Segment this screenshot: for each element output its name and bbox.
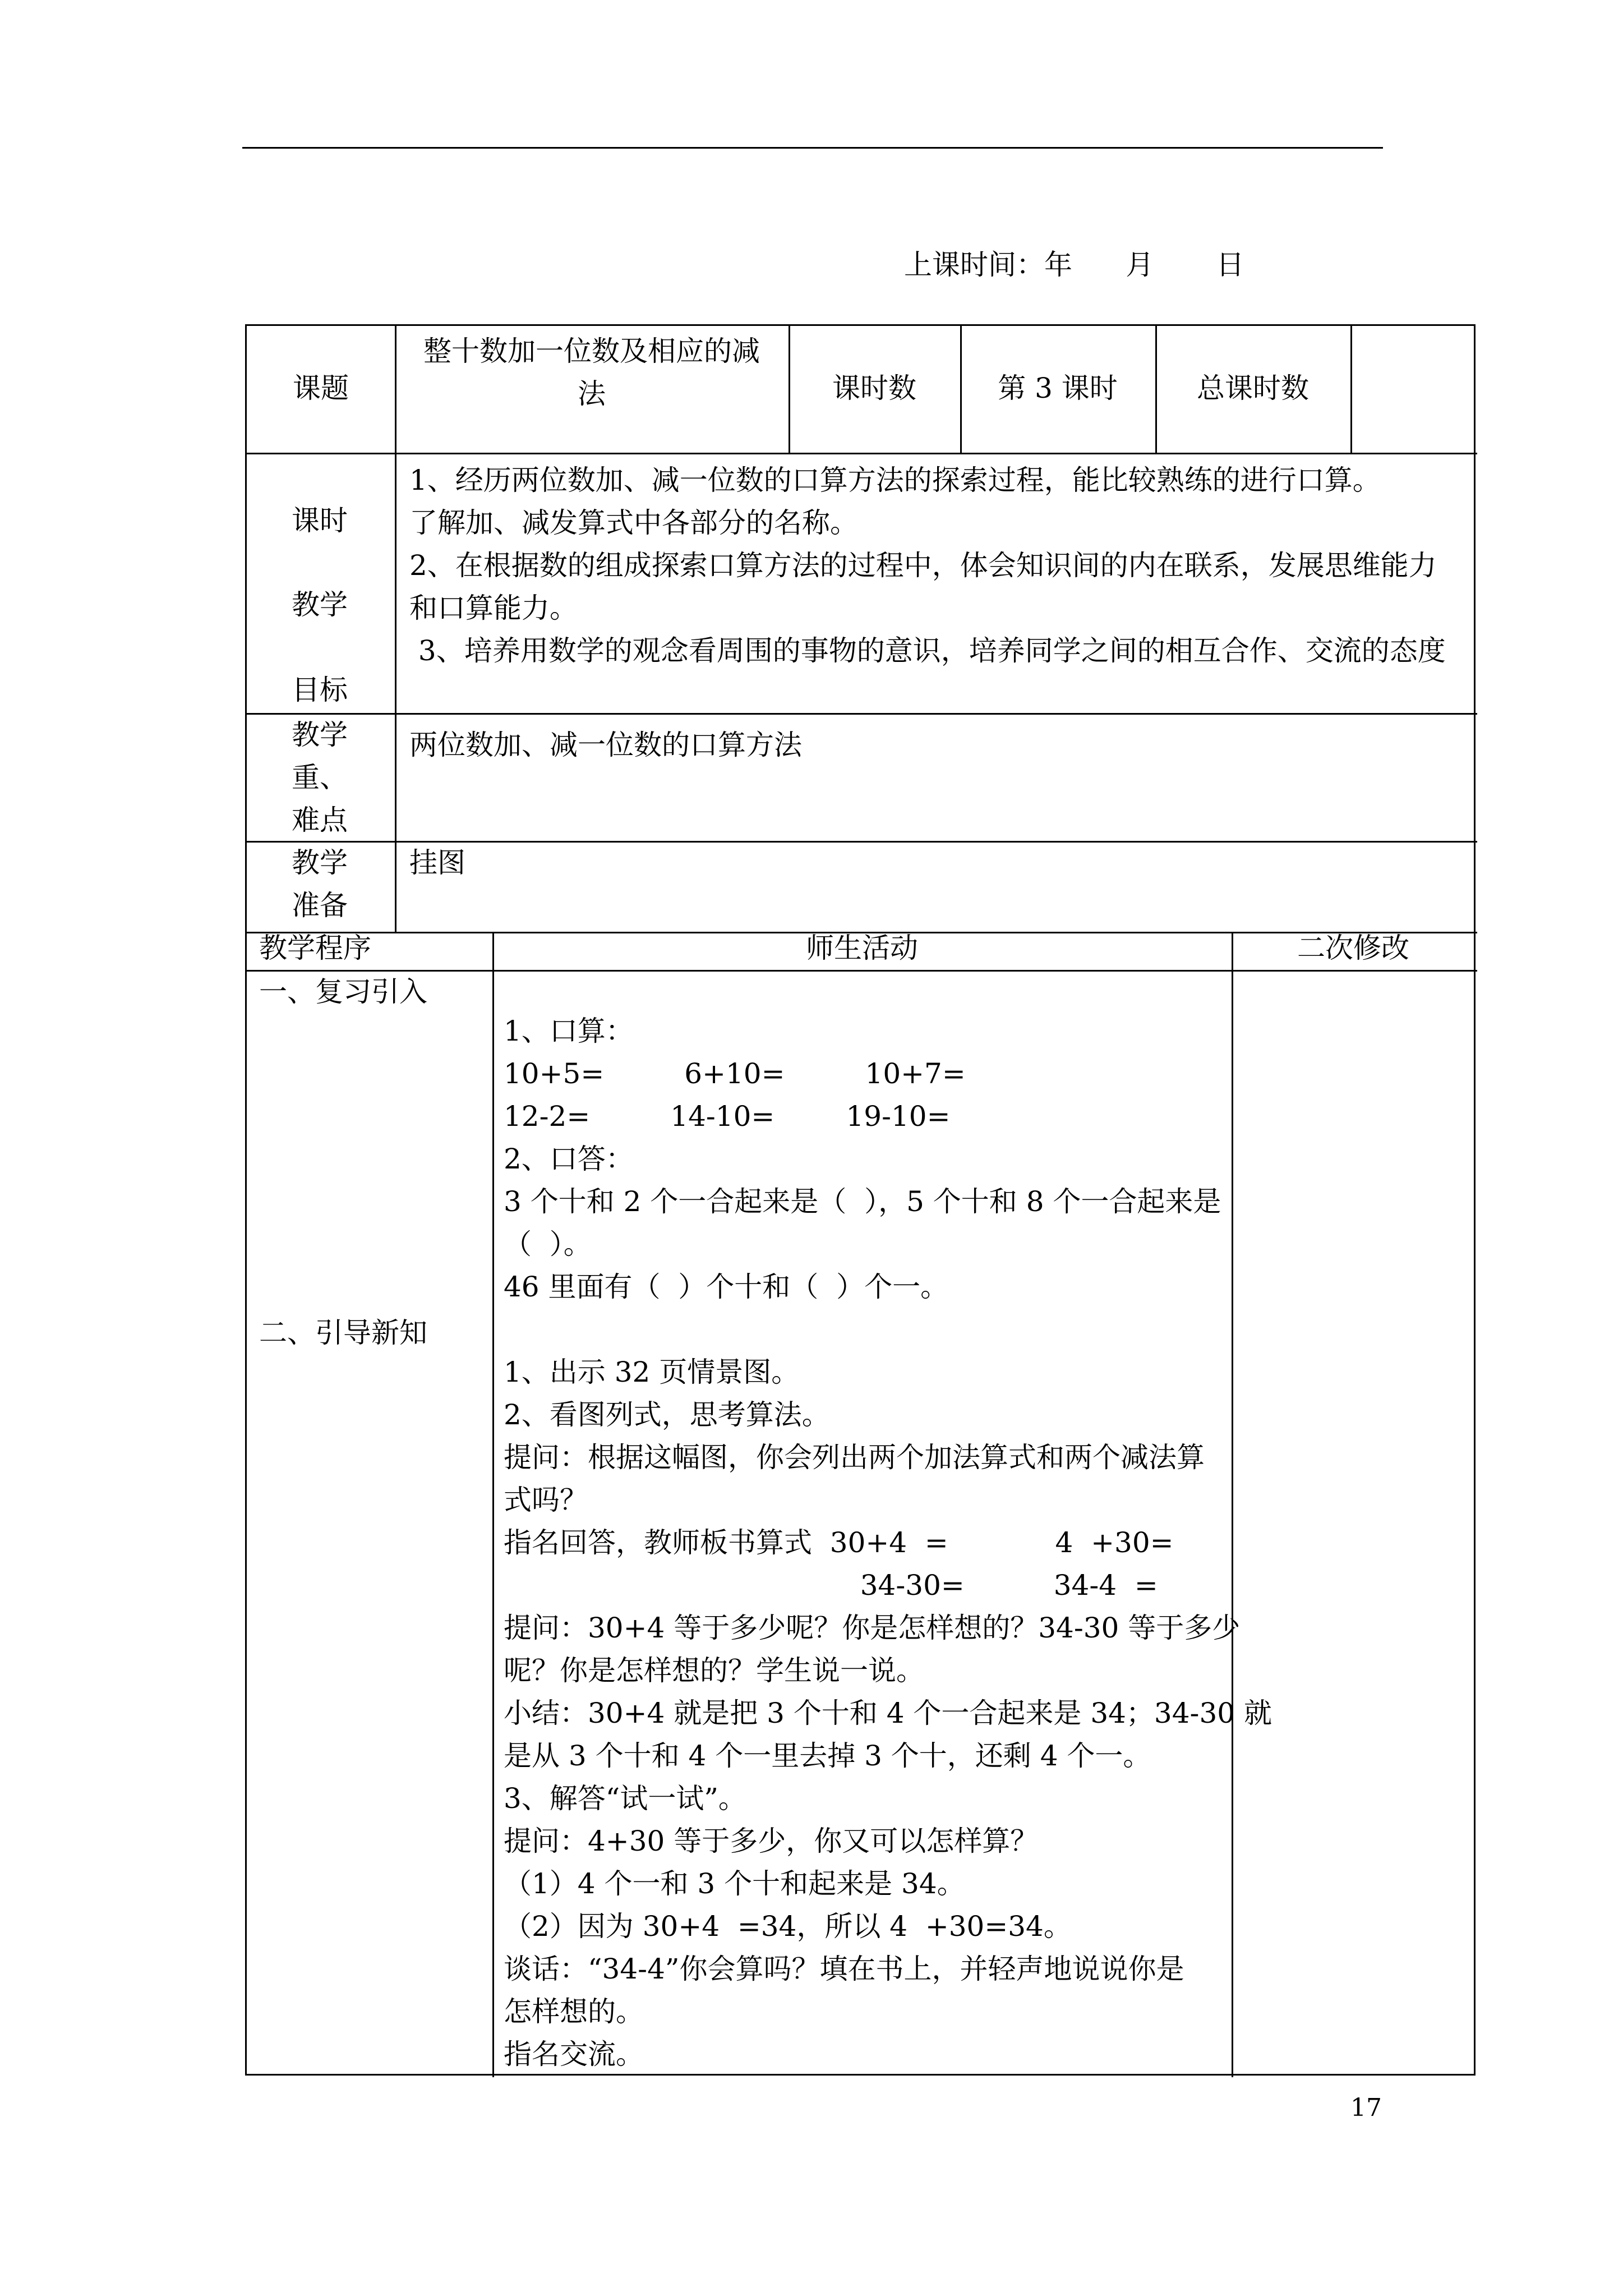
objectives-label-2: 教学	[292, 588, 348, 621]
hours-value: 第 3 课时	[998, 372, 1118, 404]
activity-line: 提问：根据这幅图，你会列出两个加法算式和两个减法算	[504, 1441, 1205, 1474]
activity-line: （1）4 个一和 3 个十和起来是 34。	[504, 1867, 965, 1900]
activity-line: 3 个十和 2 个一合起来是（ ），5 个十和 8 个一合起来是	[504, 1185, 1221, 1218]
objective-line-4: 和口算能力。	[409, 592, 578, 624]
header-rule	[242, 147, 1383, 149]
activity-line: 式吗？	[504, 1484, 588, 1516]
activity-line: 3、解答“试一试”。	[504, 1782, 746, 1815]
activity-line: 提问：4+30 等于多少，你又可以怎样算？	[504, 1825, 1039, 1857]
step-new-knowledge: 二、引导新知	[259, 1317, 427, 1349]
col-divider	[492, 932, 494, 2077]
objective-line-2: 了解加、减发算式中各部分的名称。	[409, 507, 858, 539]
activity-line: （2）因为 30+4 =34，所以 4 +30=34。	[504, 1910, 1072, 1943]
topic-label: 课题	[293, 372, 349, 404]
activity-line: 1、出示 32 页情景图。	[504, 1356, 800, 1388]
procedure-col-header: 教学程序	[259, 932, 371, 964]
activity-line: 46 里面有（ ）个十和（ ）个一。	[504, 1271, 949, 1303]
preparation-text: 挂图	[409, 846, 465, 879]
lesson-time: 上课时间：年 月 日	[904, 249, 1244, 281]
activity-line: 指名回答，教师板书算式 30+4 = 4 +30=	[504, 1526, 1174, 1559]
activity-line: 1、口算：	[504, 1015, 634, 1047]
key-points-label-3: 难点	[292, 804, 348, 836]
activity-col-header: 师生活动	[806, 932, 918, 964]
col-divider	[395, 326, 396, 932]
objectives-label-3: 目标	[292, 674, 348, 706]
row-divider	[247, 970, 1477, 972]
revision-col-header: 二次修改	[1297, 932, 1409, 964]
activity-line: 呢？你是怎样想的？学生说一说。	[504, 1654, 924, 1687]
topic-line-2: 法	[578, 378, 606, 410]
activity-content	[504, 1010, 1272, 2076]
objectives-label-1: 课时	[292, 504, 348, 537]
key-points-label-2: 重、	[292, 761, 348, 794]
step-review: 一、复习引入	[259, 976, 427, 1008]
preparation-label-2: 准备	[292, 889, 348, 922]
activity-line: 2、看图列式，思考算法。	[504, 1398, 830, 1431]
row-divider	[247, 453, 1477, 454]
topic-line-1: 整十数加一位数及相应的减	[423, 335, 760, 367]
col-divider	[1350, 326, 1352, 453]
page-number: 17	[1350, 2093, 1382, 2122]
total-hours-label: 总课时数	[1197, 372, 1309, 404]
key-points-text: 两位数加、减一位数的口算方法	[409, 729, 802, 761]
row-divider	[247, 713, 1477, 715]
activity-line: 12-2= 14-10= 19-10=	[504, 1100, 951, 1133]
activity-line: 10+5= 6+10= 10+7=	[504, 1057, 966, 1090]
hours-label: 课时数	[832, 372, 916, 404]
activity-line	[504, 1308, 1227, 1351]
activity-line: 2、口答：	[504, 1143, 634, 1175]
activity-line: 提问：30+4 等于多少呢？你是怎样想的？34-30 等于多少	[504, 1612, 1241, 1644]
activity-line: 指名交流。	[504, 2038, 644, 2070]
activity-line: （ ）。	[504, 1228, 592, 1260]
activity-line: 是从 3 个十和 4 个一里去掉 3 个十，还剩 4 个一。	[504, 1740, 1151, 1772]
preparation-label-1: 教学	[292, 846, 348, 879]
activity-line: 怎样想的。	[504, 1995, 644, 2028]
objective-line-1: 1、经历两位数加、减一位数的口算方法的探索过程，能比较熟练的进行口算。	[409, 464, 1381, 496]
objective-line-5: 3、培养用数学的观念看周围的事物的意识，培养同学之间的相互合作、交流的态度	[409, 634, 1446, 667]
activity-line: 34-30= 34-4 =	[504, 1569, 1158, 1602]
activity-line: 谈话：“34-4”你会算吗？填在书上，并轻声地说说你是	[504, 1953, 1184, 1985]
col-divider	[1232, 932, 1233, 2077]
key-points-label-1: 教学	[292, 719, 348, 751]
activity-line: 小结：30+4 就是把 3 个十和 4 个一合起来是 34；34-30 就	[504, 1697, 1272, 1729]
objective-line-3: 2、在根据数的组成探索口算方法的过程中，体会知识间的内在联系，发展思维能力	[409, 549, 1437, 582]
